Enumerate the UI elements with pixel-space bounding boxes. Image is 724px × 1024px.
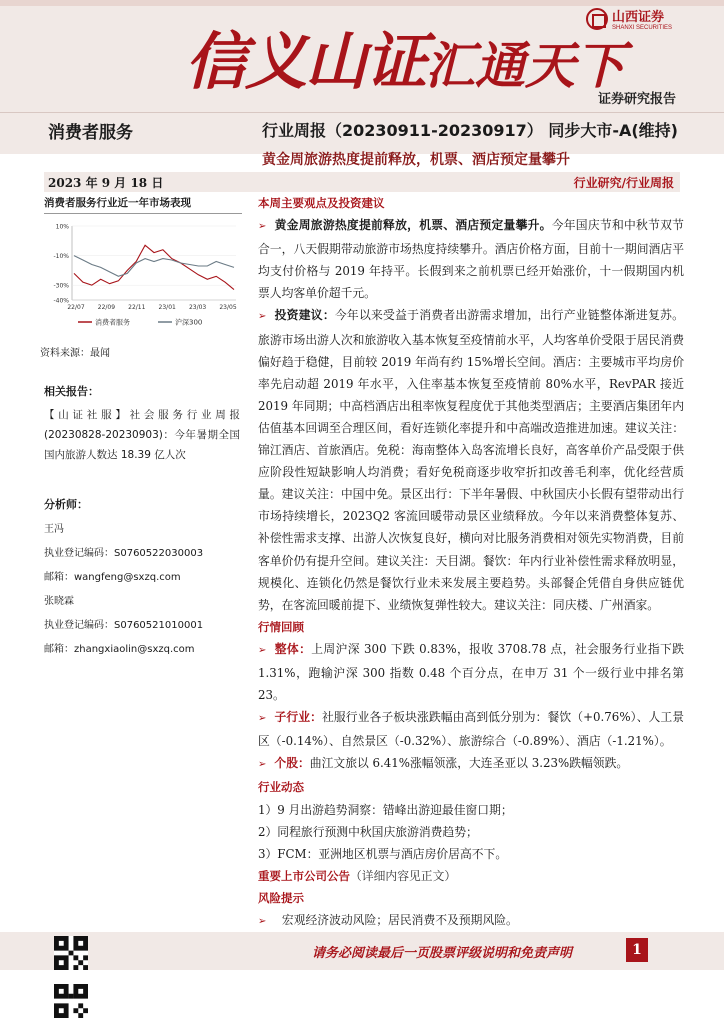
chart-title: 消费者服务行业近一年市场表现 [44, 192, 242, 214]
chart-legend-label: 沪深300 [175, 318, 203, 327]
chart-y-tick-label: -10% [53, 253, 69, 261]
risk-text: 宏观经济波动风险；居民消费不及预期风险。 [281, 913, 518, 927]
paragraph-text: 今年国庆节和中秋节双节合一，八天假期带动旅游市场热度持续攀升。酒店价格方面，目前十一期间酒店平均支付价格与 2019 年持平。长假到来之前机票已经开始涨价，十一假期国内机票人均客单价超千元。 [258, 218, 684, 301]
keyword: 黄金周旅游热度提前释放，机票、酒店预定量攀升。 [274, 218, 552, 233]
review-subsector [258, 706, 684, 752]
analyst-email[interactable]: 邮箱：zhangxiaolin@sxzq.com [44, 644, 195, 655]
date-bar [44, 172, 680, 192]
news-item: 3）FCM：亚洲地区机票与酒店房价居高不下。 [258, 846, 508, 861]
analyst-license: 执业登记编码：S0760522030003 [44, 548, 204, 559]
slogan [185, 12, 625, 101]
chart-x-tick-label: 22/09 [97, 304, 116, 311]
analyst-email[interactable]: 邮箱：wangfeng@sxzq.com [44, 572, 181, 583]
news-item: 2）同程旅行预测中秋国庆旅游消费趋势； [258, 824, 478, 839]
related-report-link[interactable]: 【山证社服】社会服务行业周报(20230828-20230903)：今年暑期全国国内旅游人数达 18.39 亿人次 [44, 409, 240, 461]
report-category: 行业研究/行业周报 [573, 176, 674, 190]
chart-svg [44, 218, 242, 340]
bullet-arrow-icon: ➢ [258, 916, 267, 927]
company-logo [586, 6, 672, 31]
chart-y-tick-label: 10% [55, 223, 69, 231]
paragraph-text: 上周沪深 300 下跌 0.83%，报收 3708.78 点，社会服务行业指下跌 1.31%，跑输沪深 300 指数 0.48 个百分点，在申万 31 个一级行业中排名第 23。 [258, 641, 684, 703]
announcement-note: （详细内容见正文） [350, 868, 457, 883]
analysts-heading: 分析师： [44, 498, 88, 511]
keyword: 投资建议： [274, 308, 335, 323]
qr-code-icon[interactable] [54, 936, 88, 970]
chart-y-tick-label: -40% [53, 297, 69, 305]
chart-legend-label: 消费者服务 [95, 318, 130, 327]
analyst-name: 张晓霖 [44, 596, 74, 607]
section-announcements [258, 865, 684, 887]
risk-item [258, 909, 684, 933]
chart-x-tick-label: 23/03 [188, 304, 207, 311]
slogan-part1: 信义山证 [185, 25, 426, 98]
slogan-part2: 汇通天下 [425, 36, 626, 95]
report-tag: 证券研究报告 [597, 92, 676, 107]
paragraph-text: 今年以来受益于消费者出游需求增加，出行产业链整体渐进复苏。旅游市场出游人次和旅游收入基本恢复至疫情前水平，人均客单价受限于居民消费偏好趋于稳健，目前较 2019 年尚有约 15%增长空间。酒店：主要城市平均房价率先启动超 2019 年水平，入住率基本恢复至疫情前 80%水平，RevPAR 接近 2019 年同期；中高档酒店出租率恢复程度优于其他类型酒店；主要酒店集团年内估值基本回调至合理区间，看好连锁化率提升和中高端改造推进加速。建议关注：锦江酒店、首旅酒店。免税：海南整体入岛客流增长良好，高客单价产品受限于供应阶段性短缺影响人均消费；看好免税商逐步收窄折扣改善毛利率，优化经营质量。建议关注：中国中免。景区出行：下半年暑假、中秋国庆小长假有望带动出行市场持续增长，2023Q2 客流回暖带动景区业绩释放。今年以来消费整体复苏、补偿性需求支撑、出游人次恢复良好，横向对比服务消费相对领先实物消费，目前客单价仍有提升空间。建议关注：天目湖。餐饮：年内行业补偿性需求释放明显，规模化、连锁化仍然是餐饮行业未来发展主要趋势。头部餐企凭借自身供应链优势，在客流回暖前提下、业绩恢复弹性较大。建议关注：同庆楼、广州酒家。 [258, 308, 684, 612]
paragraph-text: 曲江文旅以 6.41%涨幅领涨，大连圣亚以 3.23%跌幅领跌。 [309, 756, 629, 771]
section-heading-risk: 风险提示 [258, 890, 304, 905]
main-content [258, 192, 684, 933]
paragraph-text: 社服行业各子板块涨跌幅由高到低分别为：餐饮（+0.76%）、人工景区（-0.14%）、自然景区（-0.32%）、旅游综合（-0.89%）、酒店（-1.21%）。 [258, 710, 684, 749]
paragraph-investment [258, 304, 684, 615]
section-heading-views: 本周主要观点及投资建议 [258, 196, 385, 210]
sector-label: 消费者服务 [48, 123, 133, 143]
chart-x-tick-label: 23/05 [219, 304, 237, 311]
chart-y-tick-label: -30% [53, 282, 69, 290]
bullet-arrow-icon: ➢ [258, 644, 267, 656]
chart-x-tick-label: 23/01 [158, 304, 176, 311]
market-chart [44, 218, 242, 336]
page-number: 1 [626, 938, 648, 962]
report-title: 行业周报（20230911-20230917） 同步大市-A(维持) [262, 121, 678, 140]
disclaimer: 请务必阅读最后一页股票评级说明和免责声明 [312, 946, 573, 961]
left-column [44, 192, 242, 336]
bullet-arrow-icon: ➢ [258, 713, 267, 725]
paragraph-golden-week [258, 214, 684, 304]
review-stocks [258, 752, 684, 776]
chart-x-tick-label: 22/07 [67, 304, 85, 311]
logo-mark-icon [586, 8, 608, 30]
report-date: 2023 年 9 月 18 日 [48, 176, 164, 190]
keyword: 子行业： [274, 710, 322, 725]
chart-series-line [74, 256, 234, 277]
chart-source: 资料来源：最闻 [40, 348, 110, 359]
chart-series-line [74, 245, 234, 289]
related-heading: 相关报告： [44, 385, 99, 398]
chart-x-tick-label: 22/11 [128, 304, 146, 311]
keyword: 个股： [274, 756, 310, 771]
analyst-name: 王冯 [44, 524, 64, 535]
review-overall [258, 638, 684, 706]
keyword: 整体： [274, 641, 312, 656]
bullet-arrow-icon: ➢ [258, 759, 267, 771]
section-heading-market: 行情回顾 [258, 619, 304, 634]
logo-name: 山西证券 [612, 10, 665, 25]
qr-code-icon[interactable] [54, 984, 88, 1018]
bullet-arrow-icon: ➢ [258, 311, 267, 323]
section-heading-announcements: 重要上市公司公告 [258, 868, 350, 883]
analyst-license: 执业登记编码：S0760521010001 [44, 620, 204, 631]
news-item: 1）9 月出游趋势洞察：错峰出游迎最佳窗口期； [258, 802, 513, 817]
report-subtitle: 黄金周旅游热度提前释放，机票、酒店预定量攀升 [262, 152, 570, 168]
section-heading-news: 行业动态 [258, 780, 304, 795]
logo-en: SHANXI SECURITIES [612, 25, 673, 31]
bullet-arrow-icon: ➢ [258, 221, 267, 233]
